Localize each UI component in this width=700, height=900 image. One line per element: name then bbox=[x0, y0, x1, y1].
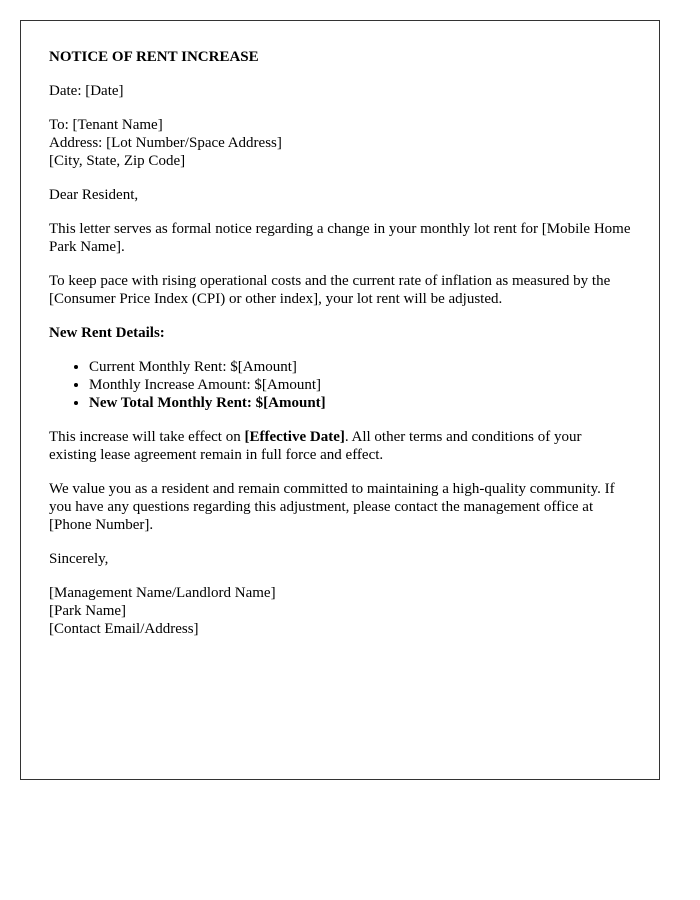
letter-title: NOTICE OF RENT INCREASE bbox=[49, 49, 259, 65]
closing: Sincerely, bbox=[49, 551, 109, 567]
recipient-address: Address: [Lot Number/Space Address] bbox=[49, 135, 282, 151]
current-rent-item: • Current Monthly Rent: $[Amount] bbox=[89, 358, 631, 376]
recipient-name: To: [Tenant Name] bbox=[49, 117, 163, 133]
rent-details-heading: New Rent Details: bbox=[49, 325, 165, 341]
letter-date: Date: [Date] bbox=[49, 83, 124, 99]
recipient-city: [City, State, Zip Code] bbox=[49, 153, 186, 169]
effective-date: [Effective Date] bbox=[244, 429, 345, 445]
paragraph-reason: To keep pace with rising operational costs and the current rate of inflation as measured by the [Consumer Price Index (CPI) or other index], your lot rent will be adjusted. bbox=[49, 273, 611, 307]
letter-page bbox=[20, 20, 660, 780]
signature-block bbox=[49, 584, 631, 638]
paragraph-notice: This letter serves as formal notice regarding a change in your monthly lot rent for [Mobile Home Park Name]. bbox=[49, 221, 631, 255]
signature-name: [Management Name/Landlord Name] bbox=[49, 585, 276, 601]
signature-contact: [Contact Email/Address] bbox=[49, 621, 199, 637]
rent-details-list bbox=[49, 358, 631, 412]
paragraph-effective bbox=[49, 428, 631, 464]
recipient-block bbox=[49, 116, 631, 170]
paragraph-contact: We value you as a resident and remain committed to maintaining a high-quality community. If you have any questions regarding this adjustment, please contact the management office at [Phone Number]. bbox=[49, 481, 615, 533]
effective-suffix: . All other terms and conditions of your existing lease agreement remain in full force and effect. bbox=[49, 429, 582, 463]
increase-amount-item: • Monthly Increase Amount: $[Amount] bbox=[89, 376, 631, 394]
effective-prefix: This increase will take effect on bbox=[49, 429, 245, 445]
new-total-rent-item: • New Total Monthly Rent: $[Amount] bbox=[89, 394, 631, 412]
signature-park: [Park Name] bbox=[49, 603, 127, 619]
salutation: Dear Resident, bbox=[49, 187, 139, 203]
